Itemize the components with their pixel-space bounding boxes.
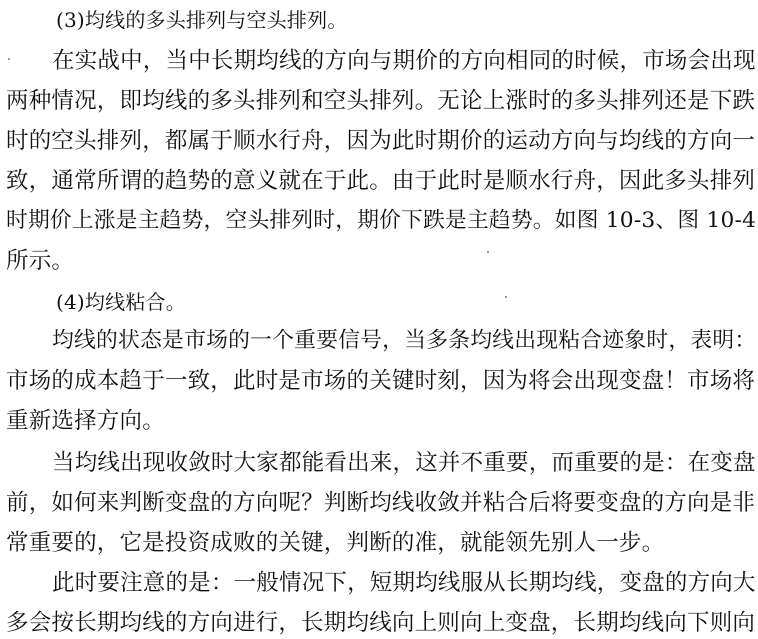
paragraph-line: 常重要的，它是投资成败的关键，判断的准，就能领先别人一步。 (6, 530, 665, 556)
paragraph-line: 重新选择方向。 (6, 408, 165, 434)
scan-speck (8, 58, 10, 60)
paragraph-line: 两种情况，即均线的多头排列和空头排列。无论上涨时的多头排列还是下跌 (6, 88, 756, 114)
scan-speck (487, 251, 489, 253)
paragraph-line: 致，通常所谓的趋势的意义就在于此。由于此时是顺水行舟，因此多头排列 (6, 168, 756, 194)
paragraph-line: 在实战中，当中长期均线的方向与期价的方向相同的时候，市场会出现 (52, 48, 756, 74)
paragraph-line: 均线的状态是市场的一个重要信号，当多条均线出现粘合迹象时，表明： (52, 328, 757, 353)
paragraph-line: 此时要注意的是：一般情况下，短期均线服从长期均线，变盘的方向大 (52, 570, 756, 596)
paragraph-line: 市场的成本趋于一致，此时是市场的关键时刻，因为将会出现变盘！市场将 (6, 368, 756, 394)
scan-speck (505, 296, 507, 298)
paragraph-line: 时期价上涨是主趋势，空头排列时，期价下跌是主趋势。如图 10-3、图 10-4 (6, 208, 757, 233)
paragraph-line: 时的空头排列，都属于顺水行舟，因为此时期价的运动方向与均线的方向一 (6, 128, 756, 154)
paragraph-line: 多会按长期均线的方向进行，长期均线向上则向上变盘，长期均线向下则向 (6, 610, 756, 636)
paragraph-line: 所示。 (6, 248, 75, 274)
heading-3: (3)均线的多头排列与空头排列。 (56, 8, 348, 32)
paragraph-line: 前，如何来判断变盘的方向呢？判断均线收敛并粘合后将要变盘的方向是非 (6, 490, 756, 516)
paragraph-line: 当均线出现收敛时大家都能看出来，这并不重要，而重要的是：在变盘 (52, 450, 756, 476)
heading-4: (4)均线粘合。 (56, 290, 186, 314)
